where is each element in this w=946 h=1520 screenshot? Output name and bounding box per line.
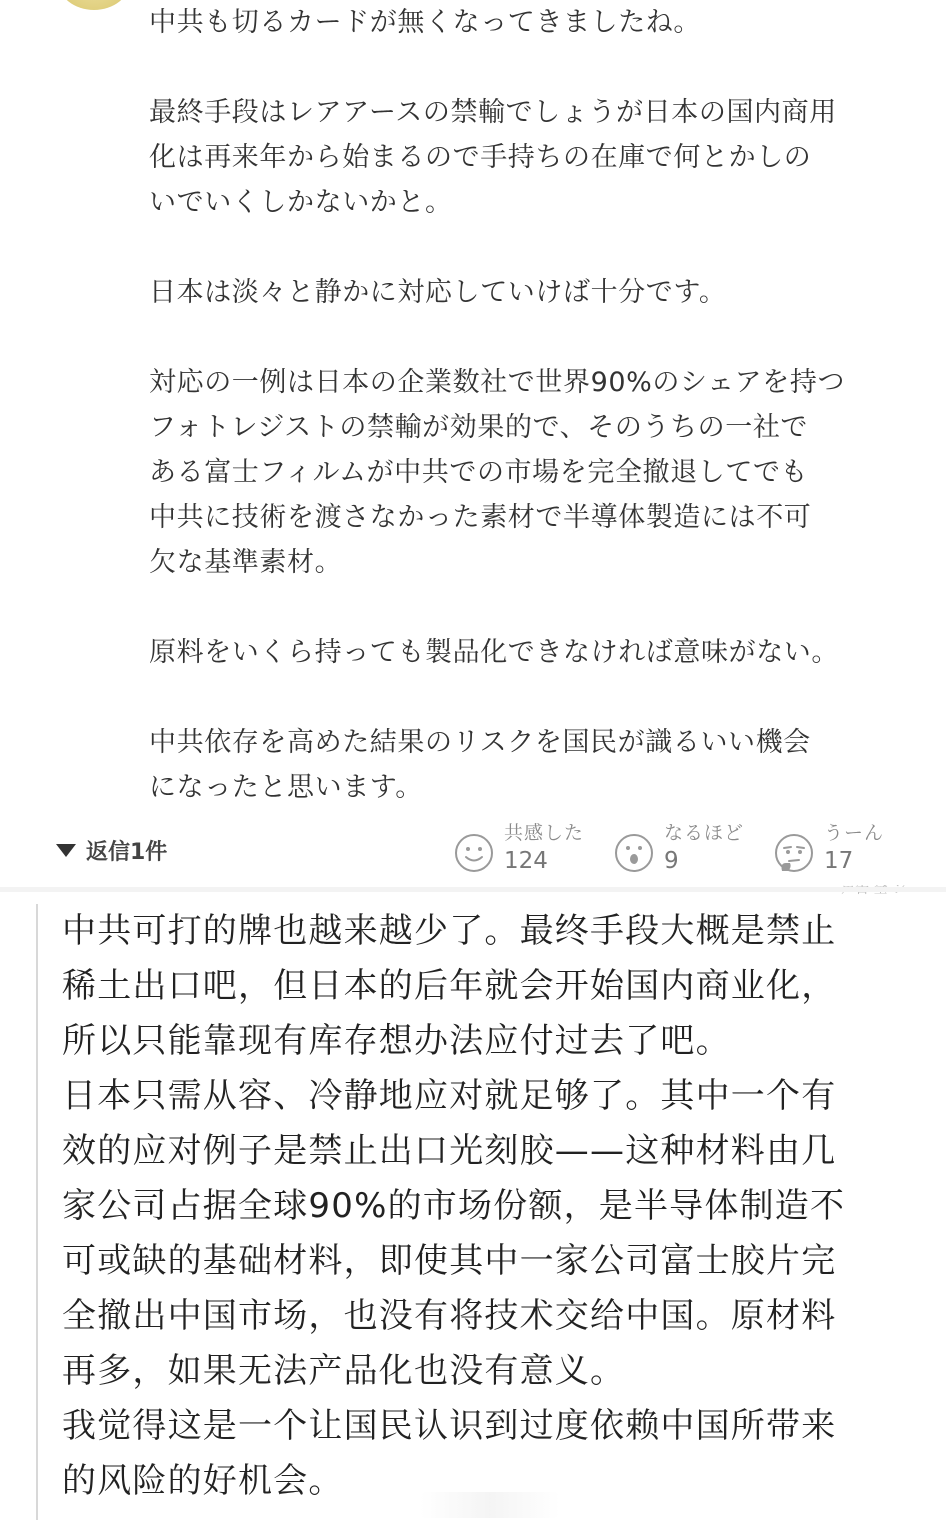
- reply-toggle-button[interactable]: [56, 835, 167, 866]
- translation-paragraph: 日本只需从容、冷静地应对就足够了。其中一个有 效的应对例子是禁止出口光刻胶——这种材料由几 家公司占据全球90%的市场份额，是半导体制造不 可或缺的基础材料，即使其中一家公司富士胶片完 全撤出中国市场，也没有将技术交给中国。原材料 再多，如果无法产品化也没有意义。: [62, 1076, 846, 1391]
- reaction-label: うーん: [824, 822, 885, 844]
- reaction-label: なるほど: [664, 822, 745, 844]
- reaction-count: 124: [504, 848, 548, 874]
- comment-paragraph: 対応の一例は日本の企業数社で世界90%のシェアを持つ フォトレジストの禁輸が効果的で、そのうちの一社で ある富士フィルムが中共での市場を完全撤退してでも 中共に技術を渡さなかった素材で半導体製造には不可 欠な基準素材。: [149, 367, 846, 578]
- section-divider: [0, 887, 946, 892]
- watermark-blur: [420, 1492, 560, 1518]
- reaction-count: 17: [824, 848, 854, 874]
- thinking-face-icon: [774, 833, 814, 873]
- comment-paragraph: 原料をいくら持っても製品化できなければ意味がない。: [149, 637, 839, 668]
- smile-face-icon: [454, 833, 494, 873]
- comment-paragraph: 最終手段はレアアースの禁輸でしょうが日本の国内商用 化は再来年から始まるので手持ちの在庫で何とかしの いでいくしかないかと。: [149, 97, 837, 218]
- comment-body: [149, 0, 909, 810]
- reaction-empathy-button[interactable]: [454, 819, 584, 875]
- reaction-hmm-button[interactable]: [774, 819, 884, 875]
- triangle-down-icon: [56, 844, 76, 857]
- translation-paragraph: 我觉得这是一个让国民认识到过度依赖中国所带来 的风险的好机会。: [62, 1406, 837, 1501]
- translation-paragraph: 中共可打的牌也越来越少了。最终手段大概是禁止 稀土出口吧，但日本的后年就会开始国内商业化， 所以只能靠现有库存想办法应付过去了吧。: [62, 911, 837, 1061]
- comment-paragraph: 中共も切るカードが無くなってきましたね。: [149, 7, 701, 38]
- comment-action-bar: [0, 815, 946, 887]
- translation-block: [36, 904, 916, 1520]
- comment-paragraph: 日本は淡々と静かに対応していけば十分です。: [149, 277, 727, 308]
- reaction-understood-button[interactable]: [614, 819, 744, 875]
- user-avatar[interactable]: [58, 0, 130, 10]
- comment-paragraph: 中共依存を高めた結果のリスクを国民が識るいい機会 になったと思います。: [149, 727, 811, 803]
- reaction-count: 9: [664, 848, 679, 874]
- reply-count-label: 返信1件: [86, 840, 168, 865]
- reaction-label: 共感した: [504, 822, 585, 844]
- surprised-face-icon: [614, 833, 654, 873]
